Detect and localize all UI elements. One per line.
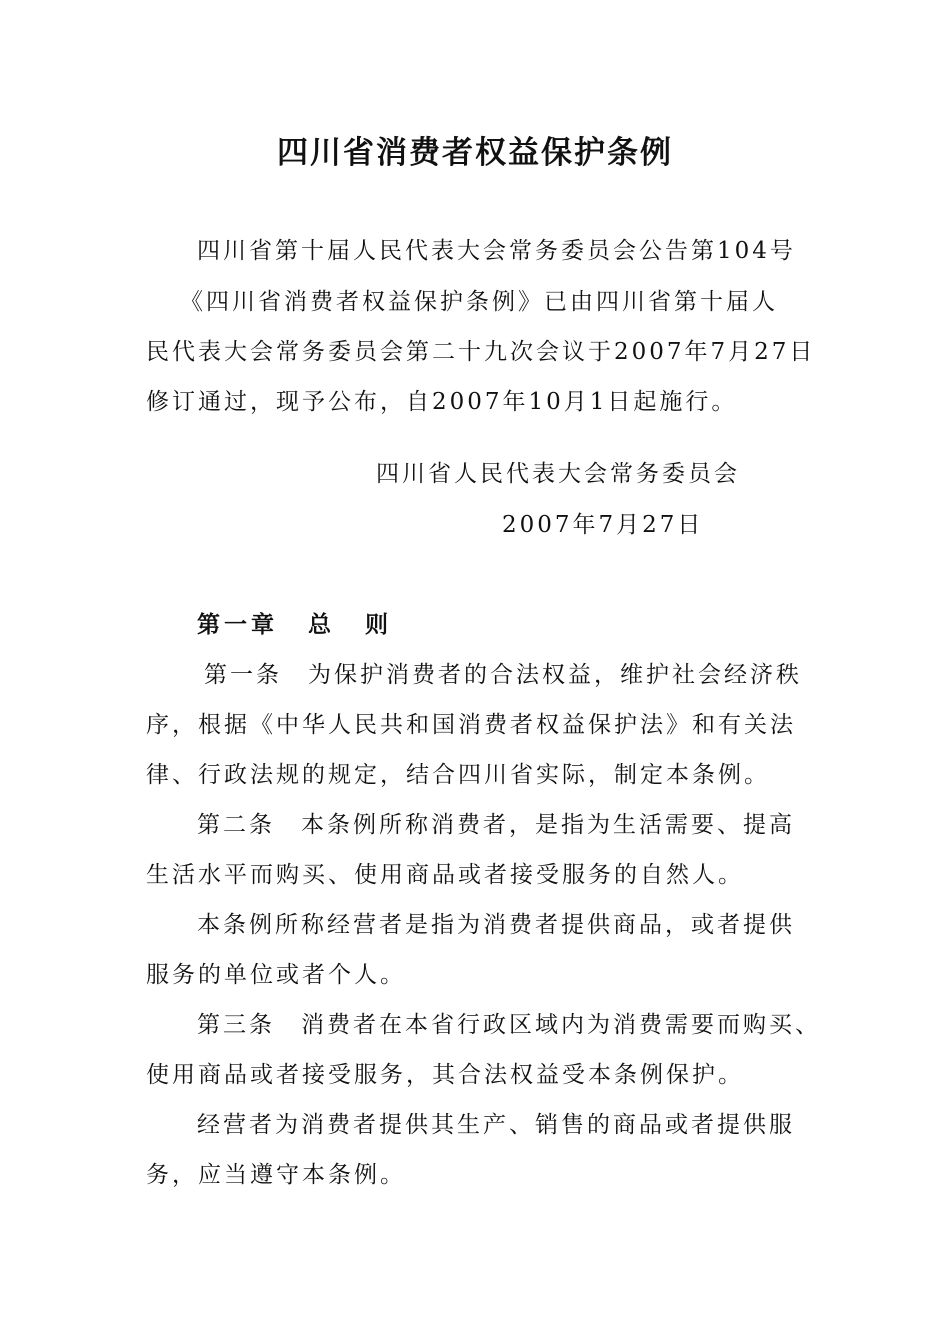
announcement-line: 民代表大会常务委员会第二十九次会议于2007年7月27日 <box>146 339 816 365</box>
article-line: 务，应当遵守本条例。 <box>146 1162 406 1188</box>
announcement-heading: 四川省第十届人民代表大会常务委员会公告第104号 <box>197 238 796 264</box>
article-line: 序，根据《中华人民共和国消费者权益保护法》和有关法 <box>146 712 796 738</box>
chapter-title-part: 则 <box>365 611 392 638</box>
chapter-heading <box>197 610 392 640</box>
document-title: 四川省消费者权益保护条例 <box>277 135 673 171</box>
article-line: 第二条 本条例所称消费者，是指为生活需要、提高 <box>197 812 795 838</box>
article-line: 经营者为消费者提供其生产、销售的商品或者提供服 <box>197 1112 795 1138</box>
chapter-title-part: 总 <box>308 611 335 638</box>
article-line: 律、行政法规的规定，结合四川省实际，制定本条例。 <box>146 762 770 788</box>
article-line: 第一条 为保护消费者的合法权益，维护社会经济秩 <box>204 662 802 688</box>
announcement-line: 修订通过，现予公布，自2007年10月1日起施行。 <box>146 389 738 415</box>
article-line: 服务的单位或者个人。 <box>146 962 406 988</box>
article-line: 第三条 消费者在本省行政区域内为消费需要而购买、 <box>197 1012 821 1038</box>
article-line: 本条例所称经营者是指为消费者提供商品，或者提供 <box>197 912 795 938</box>
chapter-number: 第一章 <box>197 611 278 638</box>
announcement-issuer: 四川省人民代表大会常务委员会 <box>376 461 740 487</box>
announcement-line: 《四川省消费者权益保护条例》已由四川省第十届人 <box>180 289 778 315</box>
announcement-date: 2007年7月27日 <box>502 512 704 538</box>
article-line: 生活水平而购买、使用商品或者接受服务的自然人。 <box>146 862 744 888</box>
article-line: 使用商品或者接受服务，其合法权益受本条例保护。 <box>146 1062 744 1088</box>
